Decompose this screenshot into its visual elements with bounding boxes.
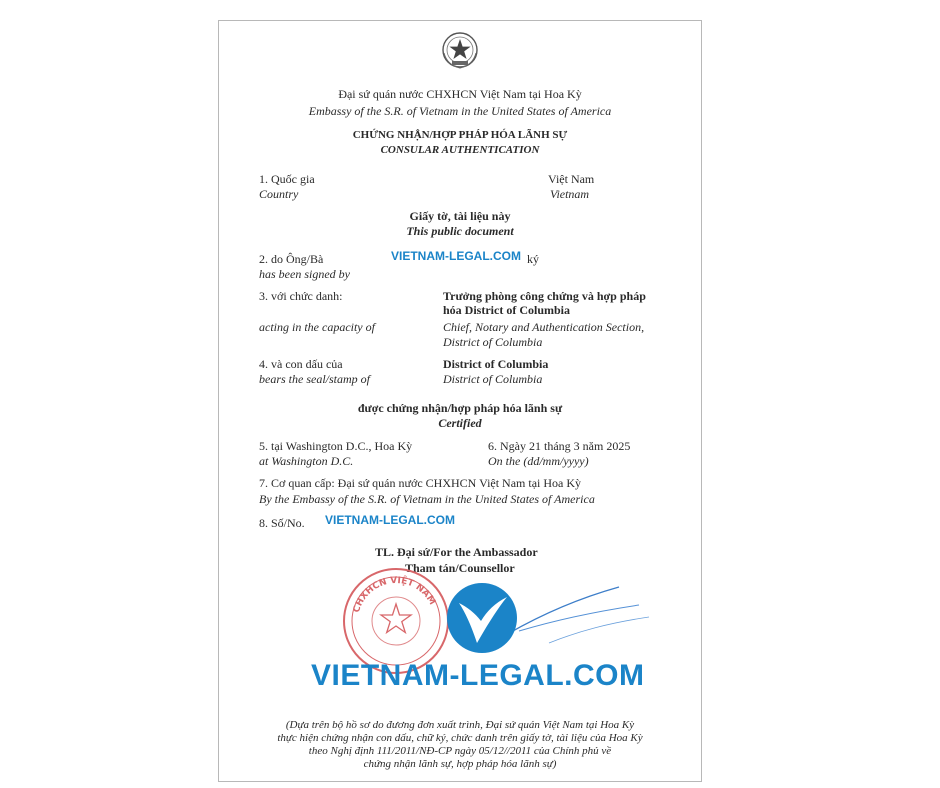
footnote-line-1: (Dựa trên bộ hồ sơ do đương đơn xuất trình, Đại sứ quán Việt Nam tại Hoa Kỳ — [285, 719, 635, 731]
seal-value-vn: District of Columbia — [443, 357, 549, 371]
national-emblem-icon — [441, 31, 479, 71]
authority-label-vn: 7. Cơ quan cấp: Đại sứ quán nước CHXHCN Việt Nam tại Hoa Kỳ — [259, 476, 582, 490]
certified-title-vn: được chứng nhận/hợp pháp hóa lãnh sự — [357, 401, 563, 415]
country-value-en: Vietnam — [550, 187, 590, 201]
country-label-en: Country — [259, 187, 299, 201]
signed-by-label-en: has been signed by — [259, 267, 350, 281]
document-title-vn: Giấy tờ, tài liệu này — [409, 209, 511, 223]
footnote-line-3: theo Nghị định 111/2011/NĐ-CP ngày 05/12//2011 của Chính phủ về — [308, 745, 612, 757]
footnote-line-4: chứng nhận lãnh sự, hợp pháp hóa lãnh sự) — [363, 758, 557, 770]
seal-value-en: District of Columbia — [443, 372, 543, 386]
place-label-en: at Washington D.C. — [259, 454, 354, 468]
signature-line-2: Tham tán/Counsellor — [405, 561, 515, 575]
date-label-en: On the (dd/mm/yyyy) — [488, 454, 589, 468]
signer-name: VIETNAM-LEGAL.COM — [391, 249, 521, 263]
stamp-text: CHXHCN VIỆT NAM — [352, 575, 437, 614]
watermark-logo-icon — [445, 581, 519, 655]
country-value-vn: Việt Nam — [548, 172, 595, 186]
date-label-vn: 6. Ngày 21 tháng 3 năm 2025 — [488, 439, 631, 453]
capacity-label-en: acting in the capacity of — [259, 320, 375, 334]
number-label: 8. Số/No. — [259, 516, 305, 530]
place-label-vn: 5. tại Washington D.C., Hoa Kỳ — [259, 439, 413, 453]
seal-label-en: bears the seal/stamp of — [259, 372, 370, 386]
capacity-value-vn-2: hóa District of Columbia — [443, 303, 570, 317]
authority-label-en: By the Embassy of the S.R. of Vietnam in the United States of America — [259, 492, 595, 506]
watermark-text: VIETNAM-LEGAL.COM — [311, 659, 645, 692]
document-title-en: This public document — [406, 224, 514, 238]
number-value: VIETNAM-LEGAL.COM — [325, 513, 455, 527]
capacity-label-vn: 3. với chức danh: — [259, 289, 343, 303]
signed-by-label-vn: 2. do Ông/Bà — [259, 252, 324, 266]
embassy-name-vn: Đại sứ quán nước CHXHCN Việt Nam tại Hoa Kỳ — [338, 87, 582, 101]
capacity-value-en-1: Chief, Notary and Authentication Section, — [443, 320, 645, 334]
seal-label-vn: 4. và con dấu của — [259, 357, 343, 371]
capacity-value-en-2: District of Columbia — [443, 335, 543, 349]
signed-suffix: ký — [527, 252, 539, 266]
title-en: CONSULAR AUTHENTICATION — [380, 144, 540, 156]
signature-line-1: TL. Đại sứ/For the Ambassador — [375, 545, 538, 559]
legal-footnote — [239, 719, 681, 771]
title-vn: CHỨNG NHẬN/HỢP PHÁP HÓA LÃNH SỰ — [352, 129, 568, 141]
certified-title-en: Certified — [438, 416, 482, 430]
embassy-name-en: Embassy of the S.R. of Vietnam in the United States of America — [308, 104, 612, 118]
country-label-vn: 1. Quốc gia — [259, 172, 315, 186]
footnote-line-2: thực hiện chứng nhận con dấu, chữ ký, chức danh trên giấy tờ, tài liệu của Hoa Kỳ — [277, 732, 643, 744]
capacity-value-vn-1: Trưởng phòng công chứng và hợp pháp — [443, 289, 646, 303]
document-page — [218, 20, 702, 782]
